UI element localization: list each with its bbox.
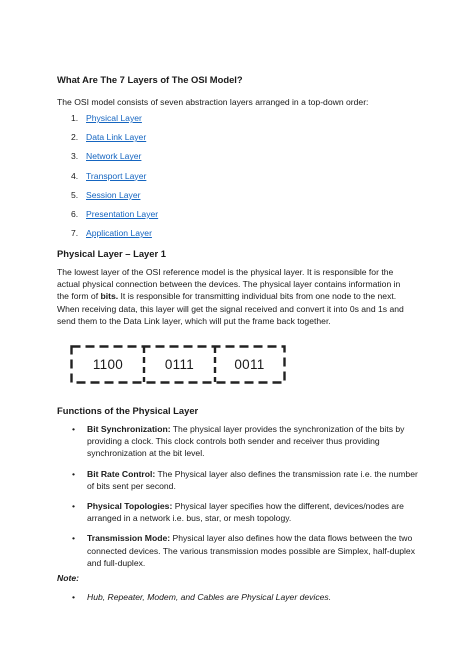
note-text: Hub, Repeater, Modem, and Cables are Physical Layer devices. <box>87 592 332 602</box>
bits-segment: 1100 <box>92 357 124 372</box>
functions-heading: Functions of the Physical Layer <box>57 405 199 416</box>
bullet: • <box>72 501 76 512</box>
function-text: connected devices. The various transmission modes possible are Simplex, half-duplex <box>87 545 416 556</box>
bullet: • <box>72 468 76 479</box>
list-item <box>71 150 158 169</box>
paragraph-line: When receiving data, this layer will get the signal received and convert it into 0s and 1s and <box>57 303 404 314</box>
link-presentation-layer[interactable]: Presentation Layer <box>86 208 159 219</box>
paragraph-line: actual physical connection between the devices. The physical layer contains information in <box>57 279 401 290</box>
list-item <box>71 131 158 150</box>
function-text: Physical layer also defines how the data flows between the two <box>170 533 413 544</box>
function-text: synchronization at the bit level. <box>87 448 205 459</box>
list-item <box>70 532 418 569</box>
list-number: 4. <box>71 170 79 181</box>
link-data-link-layer[interactable]: Data Link Layer <box>86 132 147 143</box>
function-text: of bits sent per second. <box>87 480 176 491</box>
paragraph-line: The lowest layer of the OSI reference model is the physical layer. It is responsible for the <box>57 267 394 277</box>
function-term: Transmission Mode: <box>87 533 171 544</box>
layers-list <box>71 112 158 246</box>
function-term: Physical Topologies: <box>87 501 173 512</box>
function-text: providing a clock. This clock controls both sender and receiver thus providing <box>87 436 380 447</box>
functions-list <box>70 423 418 577</box>
list-item <box>71 208 158 227</box>
function-text: The Physical layer also defines the transmission rate i.e. the number <box>155 468 418 479</box>
bullet: • <box>72 592 76 602</box>
list-number: 1. <box>71 113 79 123</box>
list-item <box>71 112 158 131</box>
bold-bits: bits. <box>100 291 119 302</box>
list-item <box>71 227 158 246</box>
list-item <box>70 423 418 460</box>
list-item <box>70 500 418 524</box>
physical-layer-heading: Physical Layer – Layer 1 <box>57 248 166 259</box>
function-text: arranged in a network i.e. bus, star, or mesh topology. <box>87 513 292 524</box>
link-application-layer[interactable]: Application Layer <box>86 228 152 239</box>
function-term: Bit Synchronization: <box>87 424 171 434</box>
list-number: 5. <box>71 189 79 200</box>
paragraph-line <box>57 290 427 302</box>
text-run: the form of <box>57 291 101 302</box>
function-term: Bit Rate Control: <box>87 468 156 479</box>
bullet: • <box>72 533 76 544</box>
physical-layer-paragraph <box>57 266 427 327</box>
function-text: Physical layer specifies how the different, devices/nodes are <box>172 501 404 512</box>
link-physical-layer[interactable]: Physical Layer <box>86 113 142 123</box>
link-network-layer[interactable]: Network Layer <box>86 151 142 162</box>
list-number: 3. <box>71 151 79 162</box>
function-text: The physical layer provides the synchronization of the bits by <box>170 424 405 434</box>
list-item <box>71 189 158 208</box>
list-number: 6. <box>71 208 79 219</box>
link-session-layer[interactable]: Session Layer <box>86 189 141 200</box>
intro-paragraph: The OSI model consists of seven abstraction layers arranged in a top-down order: <box>57 97 369 107</box>
list-number: 7. <box>71 228 79 239</box>
bullet: • <box>72 424 76 434</box>
list-item <box>71 170 158 189</box>
note-list <box>70 591 331 603</box>
bits-diagram <box>70 345 286 384</box>
list-number: 2. <box>71 132 79 143</box>
list-item <box>70 468 418 492</box>
paragraph-line: send them to the Data Link layer, which will put the frame back together. <box>57 315 331 326</box>
bits-segment: 0111 <box>164 357 195 372</box>
function-text: and full-duplex. <box>87 557 146 568</box>
note-title: Note: <box>57 573 79 583</box>
bits-segment: 0011 <box>234 357 265 372</box>
link-transport-layer[interactable]: Transport Layer <box>86 170 147 181</box>
list-item <box>70 591 331 603</box>
main-heading: What Are The 7 Layers of The OSI Model? <box>57 74 243 85</box>
text-run: It is responsible for transmitting individual bits from one node to the next. <box>118 291 397 302</box>
